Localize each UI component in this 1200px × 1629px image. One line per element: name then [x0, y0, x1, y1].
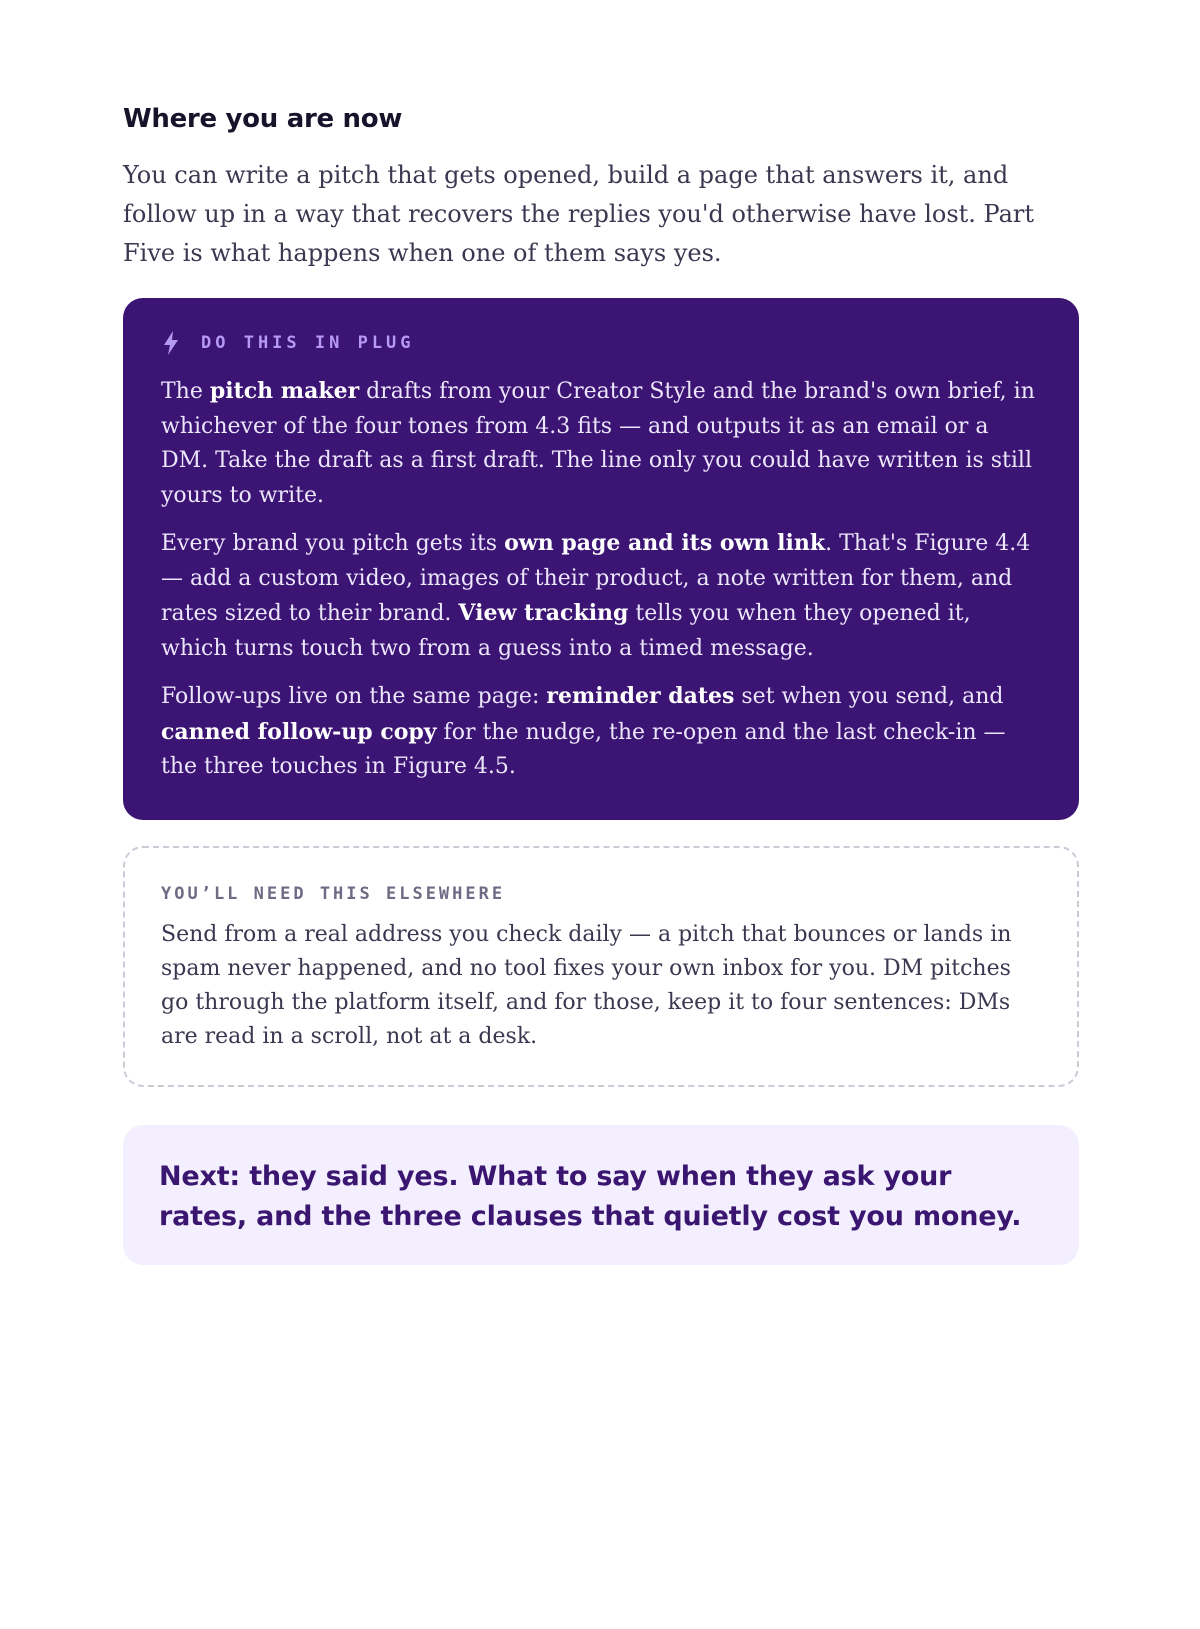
callout-paragraph [161, 679, 1041, 785]
feature-name: View tracking [458, 600, 629, 626]
callout-eyebrow: DO THIS IN PLUG [201, 333, 415, 353]
next-teaser-text: Next: they said yes. What to say when they ask your rates, and the three clauses that quietly cost you money. [159, 1161, 1022, 1232]
callout-paragraph [161, 526, 1041, 666]
elsewhere-callout [123, 846, 1079, 1087]
feature-name: reminder dates [546, 683, 735, 709]
callout-paragraph [161, 374, 1041, 513]
feature-name: pitch maker [209, 378, 360, 404]
feature-name: own page and its own link [504, 530, 826, 556]
callout-header [161, 328, 1041, 358]
text-run: drafts from your Creator Style and the brand's own brief, in whichever of the four tones from 4.3 fits — and outputs it as an email or a DM. Take the draft as a first draft. The line only you could have written is still yours to write. [161, 379, 1035, 508]
elsewhere-eyebrow: YOU’LL NEED THIS ELSEWHERE [161, 884, 506, 904]
do-this-in-plug-callout [123, 298, 1079, 820]
text-run: for the nudge, the re-open and the last check-in — the three touches in Figure 4.5. [161, 719, 1006, 779]
text-run: . That's Figure 4.4 — add a custom video, images of their product, a note written for them, and rates sized to their brand. [161, 531, 1031, 626]
section-heading: Where you are now [123, 104, 403, 134]
text-run: The [161, 379, 210, 404]
elsewhere-text: Send from a real address you check daily — a pitch that bounces or lands in spam never happened, and no tool fixes your own inbox for you. DM pitches go through the platform itself, and for those, keep it to four sentences: DMs are read in a scroll, not at a desk. [161, 922, 1012, 1049]
text-run: set when you send, and [734, 684, 1004, 709]
next-teaser-box [123, 1125, 1079, 1265]
text-run: Every brand you pitch gets its [161, 531, 505, 556]
text-run: Follow-ups live on the same page: [161, 684, 547, 709]
lightning-bolt-icon [161, 330, 181, 356]
intro-paragraph: You can write a pitch that gets opened, build a page that answers it, and follow up in a way that recovers the replies you'd otherwise have lost. Part Five is what happens when one of them says yes. [123, 161, 1035, 267]
feature-name: canned follow-up copy [161, 718, 437, 745]
text-run: tells you when they opened it, which turns touch two from a guess into a timed message. [161, 601, 971, 661]
